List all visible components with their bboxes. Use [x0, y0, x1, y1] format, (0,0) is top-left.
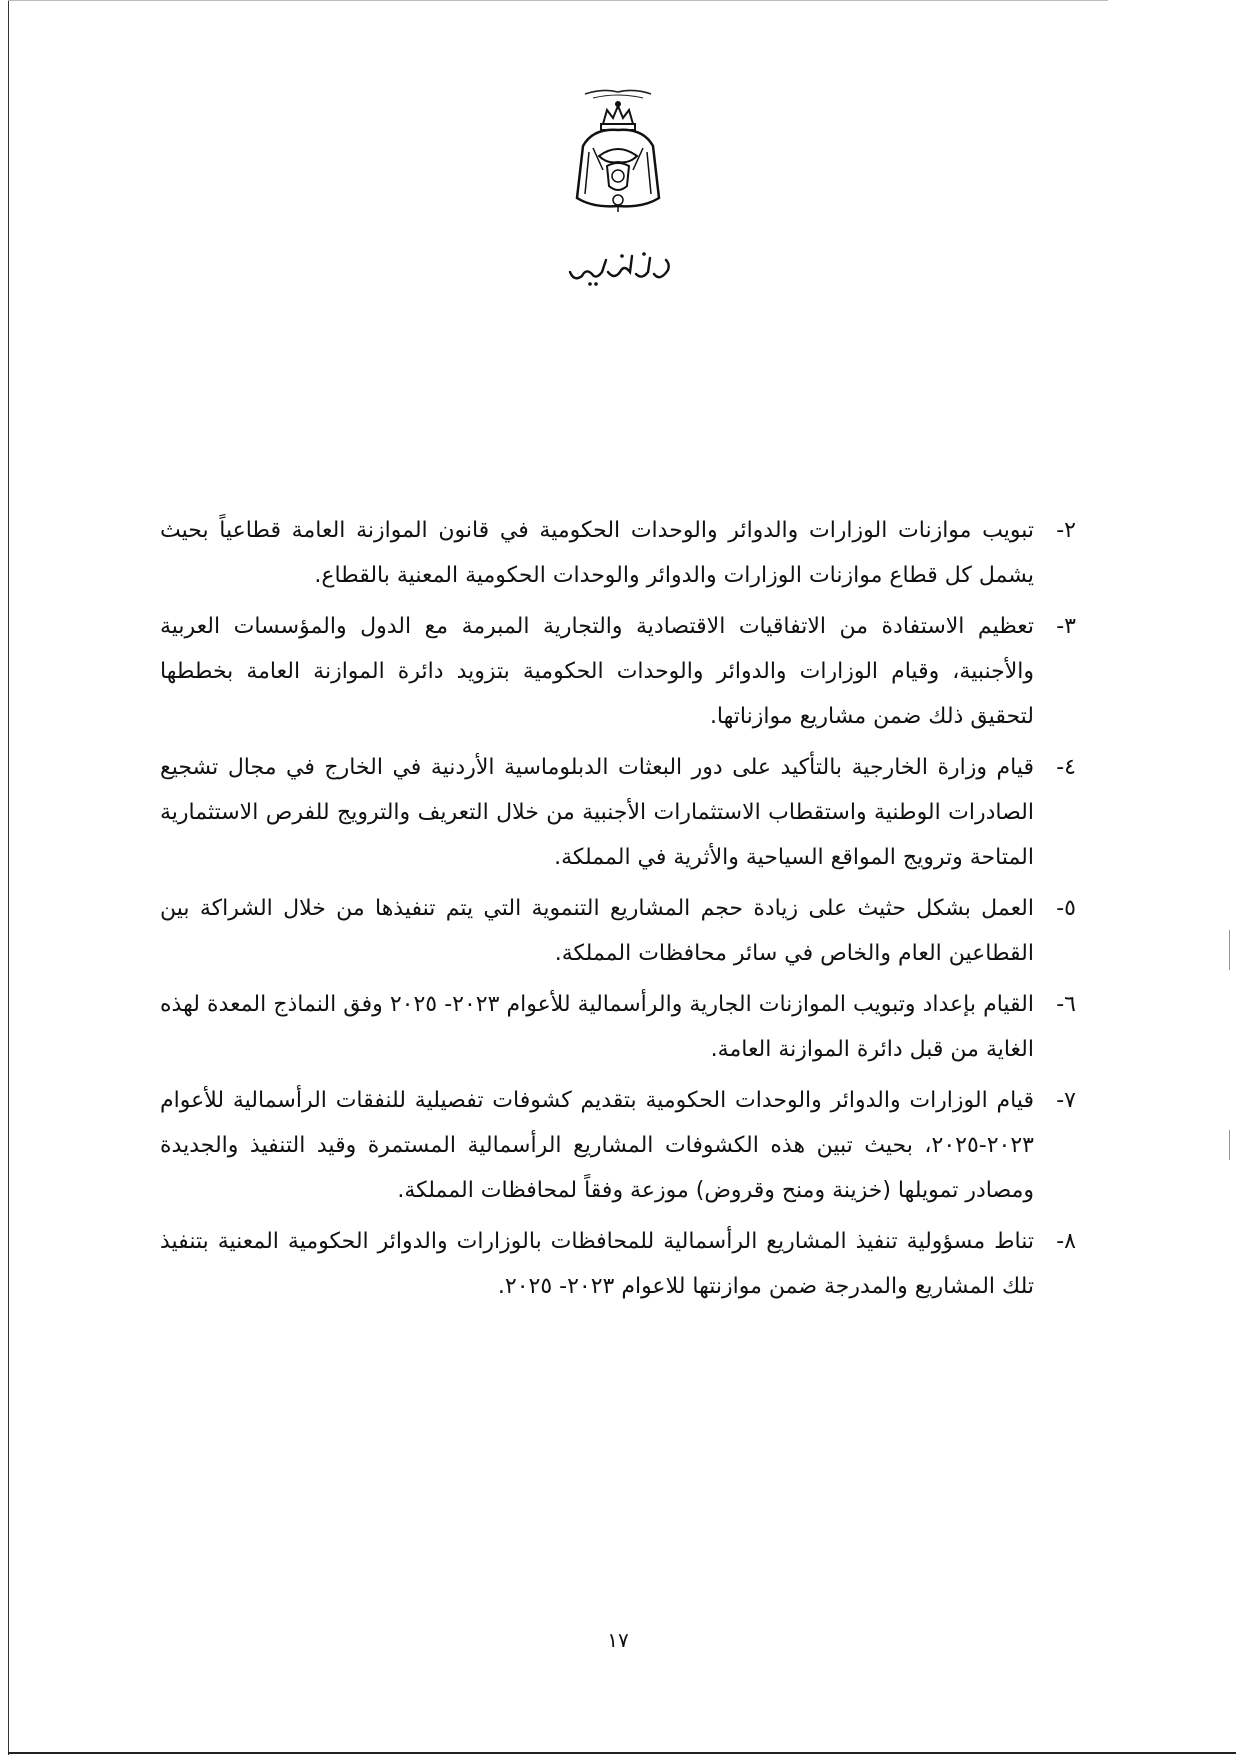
item-text: القيام بإعداد وتبويب الموازنات الجارية والرأسمالية للأعوام ٢٠٢٣- ٢٠٢٥ وفق النماذج المعدة لهذه الغاية من قبل دائرة الموازنة العامة.	[160, 992, 1034, 1062]
royal-emblem-icon	[563, 86, 673, 236]
list-item	[160, 508, 1076, 598]
item-number: ٥-	[1056, 896, 1076, 921]
page-bottom-border	[8, 1752, 1236, 1754]
list-item	[160, 1078, 1076, 1213]
page-left-border	[8, 0, 9, 1755]
item-number: ٢-	[1056, 518, 1076, 543]
item-number: ٨-	[1056, 1229, 1076, 1254]
scan-artifact	[1229, 930, 1230, 970]
item-number: ٤-	[1056, 755, 1076, 780]
office-title	[560, 238, 680, 292]
item-text: تناط مسؤولية تنفيذ المشاريع الرأسمالية للمحافظات بالوزارات والدوائر الحكومية المعنية بتنفيذ تلك المشاريع والمدرجة ضمن موازنتها للاعوام ٢٠٢٣- ٢٠٢٥.	[160, 1229, 1034, 1299]
list-item	[160, 886, 1076, 976]
page-number: ١٧	[607, 1628, 629, 1652]
list-item	[160, 1219, 1076, 1309]
letterhead	[0, 86, 1236, 236]
item-text: تبويب موازنات الوزارات والدوائر والوحدات الحكومية في قانون الموازنة العامة قطاعياً بحيث يشمل كل قطاع موازنات الوزارات والدوائر والوحدات الحكومية المعنية بالقطاع.	[160, 518, 1034, 588]
office-calligraphy-icon	[560, 238, 680, 292]
scan-artifact	[1229, 1130, 1230, 1160]
item-text: العمل بشكل حثيث على زيادة حجم المشاريع التنموية التي يتم تنفيذها من خلال الشراكة بين القطاعين العام والخاص في سائر محافظات المملكة.	[160, 896, 1034, 966]
directives-list	[160, 508, 1076, 1315]
item-number: ٧-	[1056, 1088, 1076, 1113]
list-item	[160, 604, 1076, 739]
item-number: ٣-	[1056, 614, 1076, 639]
list-item	[160, 745, 1076, 880]
item-text: تعظيم الاستفادة من الاتفاقيات الاقتصادية والتجارية المبرمة مع الدول والمؤسسات العربية والأجنبية، وقيام الوزارات والدوائر والوحدات الحكومية بتزويد دائرة الموازنة العامة بخططها لتحقيق ذلك ضمن مشاريع موازناتها.	[160, 614, 1034, 729]
page-top-border	[8, 0, 1108, 1]
list-item	[160, 982, 1076, 1072]
item-text: قيام وزارة الخارجية بالتأكيد على دور البعثات الدبلوماسية الأردنية في الخارج في مجال تشجيع الصادرات الوطنية واستقطاب الاستثمارات الأجنبية من خلال التعريف والترويج للفرص الاستثمارية المتاحة وترويج المواقع السياحية والأثرية في المملكة.	[160, 755, 1034, 870]
item-text: قيام الوزارات والدوائر والوحدات الحكومية بتقديم كشوفات تفصيلية للنفقات الرأسمالية للأعوام ٢٠٢٣-٢٠٢٥، بحيث تبين هذه الكشوفات المشاريع الرأسمالية المستمرة وقيد التنفيذ والجديدة ومصادر تمويلها (خزينة ومنح وقروض) موزعة وفقاً لمحافظات المملكة.	[160, 1088, 1034, 1203]
item-number: ٦-	[1056, 992, 1076, 1017]
